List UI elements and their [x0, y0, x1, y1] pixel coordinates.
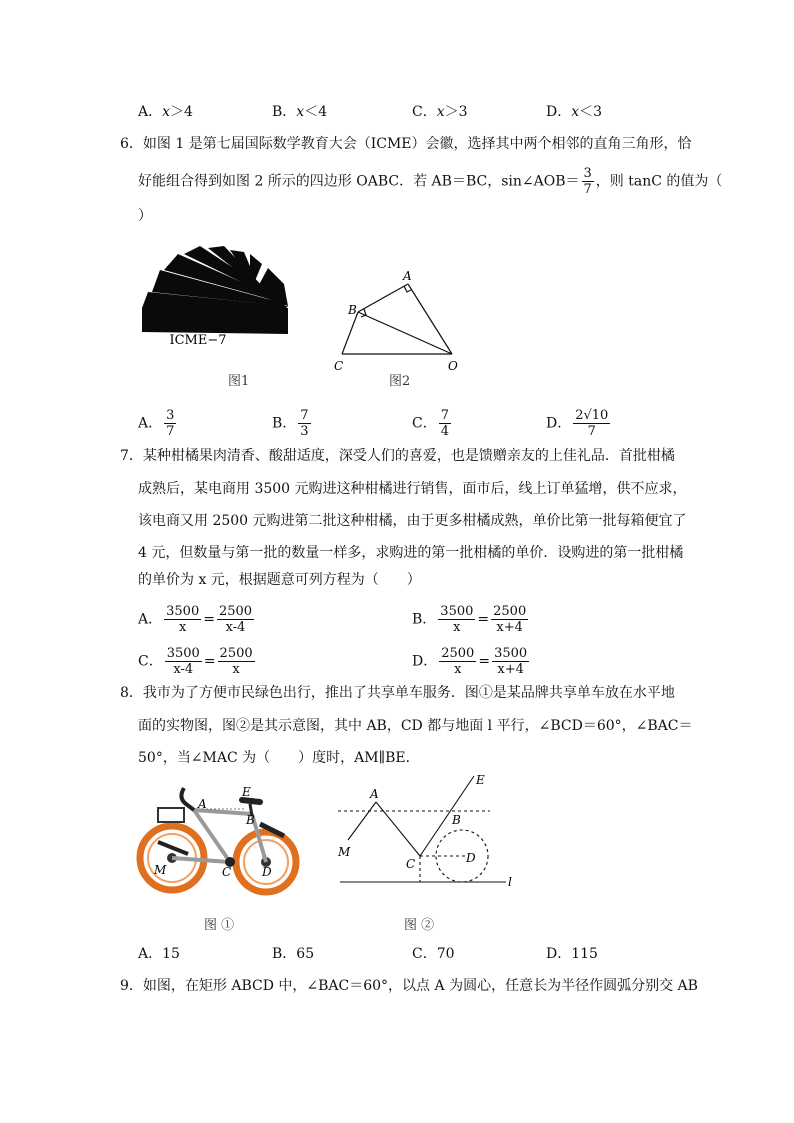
q5-option-b: B．x＜4 — [272, 104, 328, 120]
bike-label-c: C — [222, 865, 232, 879]
label-a: A — [403, 269, 412, 283]
bike-label-b: B — [246, 813, 255, 827]
q8-option-d: D．115 — [546, 946, 598, 962]
diagram-label-b: B — [452, 813, 461, 827]
q5-option-c: C．x＞3 — [412, 104, 468, 120]
q8-text-line3: 50°，当∠MAC 为（ ）度时，AM∥BE． — [138, 750, 420, 766]
label-o: O — [448, 359, 458, 373]
segment-ce — [420, 776, 474, 856]
q6-option-c: C． $\frac{7}{4}$ — [412, 408, 449, 439]
q5-option-d: D．x＜3 — [546, 104, 603, 120]
bike-label-e: E — [242, 785, 251, 799]
q6-fig2-caption: 图2 — [389, 374, 411, 389]
bike-label-a: A — [198, 797, 207, 811]
q7-text-line5: 的单价为 x 元，根据题意可列方程为（ ） — [138, 572, 421, 588]
diagram-label-a: A — [370, 787, 379, 801]
diagram-label-d: D — [466, 851, 476, 865]
q7-text-line1: 7．某种柑橘果肉清香、酸甜适度，深受人们的喜爱，也是馈赠亲友的上佳礼品．首批柑橘 — [120, 448, 675, 464]
q7-option-d: D． $\frac{2500}{x}$ = $\frac{3500}{x+4}$ — [412, 646, 528, 677]
q8-option-c: C．70 — [412, 946, 455, 962]
label-b: B — [348, 303, 357, 317]
q8-text-line1: 8．我市为了方便市民绿色出行，推出了共享单车服务．图①是某品牌共享单车放在水平地 — [120, 685, 675, 701]
q6-option-d: D． $\frac{2√10}{7}$ — [546, 408, 609, 439]
shared-bike-image — [136, 782, 306, 900]
segment-bc — [342, 312, 358, 354]
q7-option-a: A． $\frac{3500}{x}$ = $\frac{2500}{x-4}$ — [138, 604, 253, 635]
q7-text-line2: 成熟后，某电商用 3500 元购进这种柑橘进行销售，面市后，线上订单猛增，供不应求， — [138, 481, 687, 497]
q6-sin-fraction: $\frac{3}{7}$ — [583, 166, 592, 197]
q8-fig2-caption: 图 ② — [404, 918, 435, 933]
icme-logo-text: ICME−7 — [169, 333, 227, 348]
q7-option-b: B． $\frac{3500}{x}$ = $\frac{2500}{x+4}$ — [412, 604, 527, 635]
quadrilateral-oabc-figure — [330, 266, 470, 376]
q8-fig1-caption: 图 ① — [204, 918, 235, 933]
q5-option-a: A．x＞4 — [138, 104, 193, 120]
diagram-label-m: M — [338, 845, 351, 859]
q6-fig1-caption: 图1 — [228, 374, 250, 389]
q9-text-line1: 9．如图，在矩形 ABCD 中，∠BAC＝60°，以点 A 为圆心，任意长为半径作圆弧分别交 AB — [120, 978, 698, 994]
segment-ab — [358, 284, 408, 312]
q8-option-a: A．15 — [138, 946, 180, 962]
icme-logo-figure — [138, 244, 294, 374]
bike-schematic-diagram — [334, 772, 524, 896]
bike-label-m: M — [154, 863, 167, 877]
q7-text-line4: 4 元，但数量与第一批的数量一样多，求购进的第一批柑橘的单价．设购进的第一批柑橘 — [138, 545, 684, 561]
bike-handlebar — [181, 788, 194, 810]
diagram-label-e: E — [476, 773, 485, 787]
q7-option-c: C． $\frac{3500}{x-4}$ = $\frac{2500}{x}$ — [138, 646, 253, 677]
segment-ao — [408, 284, 452, 354]
label-c: C — [334, 359, 344, 373]
segment-ac — [376, 802, 420, 856]
q6-text-line2: 好能组合得到如图 2 所示的四边形 OABC．若 AB＝BC，sin∠AOB＝ $\frac{3}{7}$ ，则 tanC 的值为（ — [138, 166, 723, 197]
segment-am — [348, 802, 376, 840]
bike-chain-guard — [158, 842, 188, 854]
q7-text-line3: 该电商又用 2500 元购进第二批这种柑橘，由于更多柑橘成熟，单价比第一批每箱便宜了 — [138, 513, 687, 529]
q8-option-b: B．65 — [272, 946, 315, 962]
q6-text-line3: ） — [138, 208, 152, 224]
q6-option-b: B． $\frac{7}{3}$ — [272, 408, 309, 439]
q6-option-a: A． $\frac{3}{7}$ — [138, 408, 175, 439]
bike-label-d: D — [262, 865, 272, 879]
bike-seat — [242, 800, 260, 802]
q8-text-line2: 面的实物图，图②是其示意图，其中 AB，CD 都与地面 l 平行，∠BCD＝60°，∠BAC＝ — [138, 718, 693, 734]
diagram-label-c: C — [406, 857, 416, 871]
bike-basket — [158, 808, 184, 822]
icme-logo-triangles — [142, 246, 288, 334]
segment-bo — [358, 312, 452, 354]
diagram-label-l: l — [508, 875, 512, 889]
q6-text-line1: 6．如图 1 是第七届国际数学教育大会（ICME）会徽，选择其中两个相邻的直角三角形，恰 — [120, 136, 692, 152]
